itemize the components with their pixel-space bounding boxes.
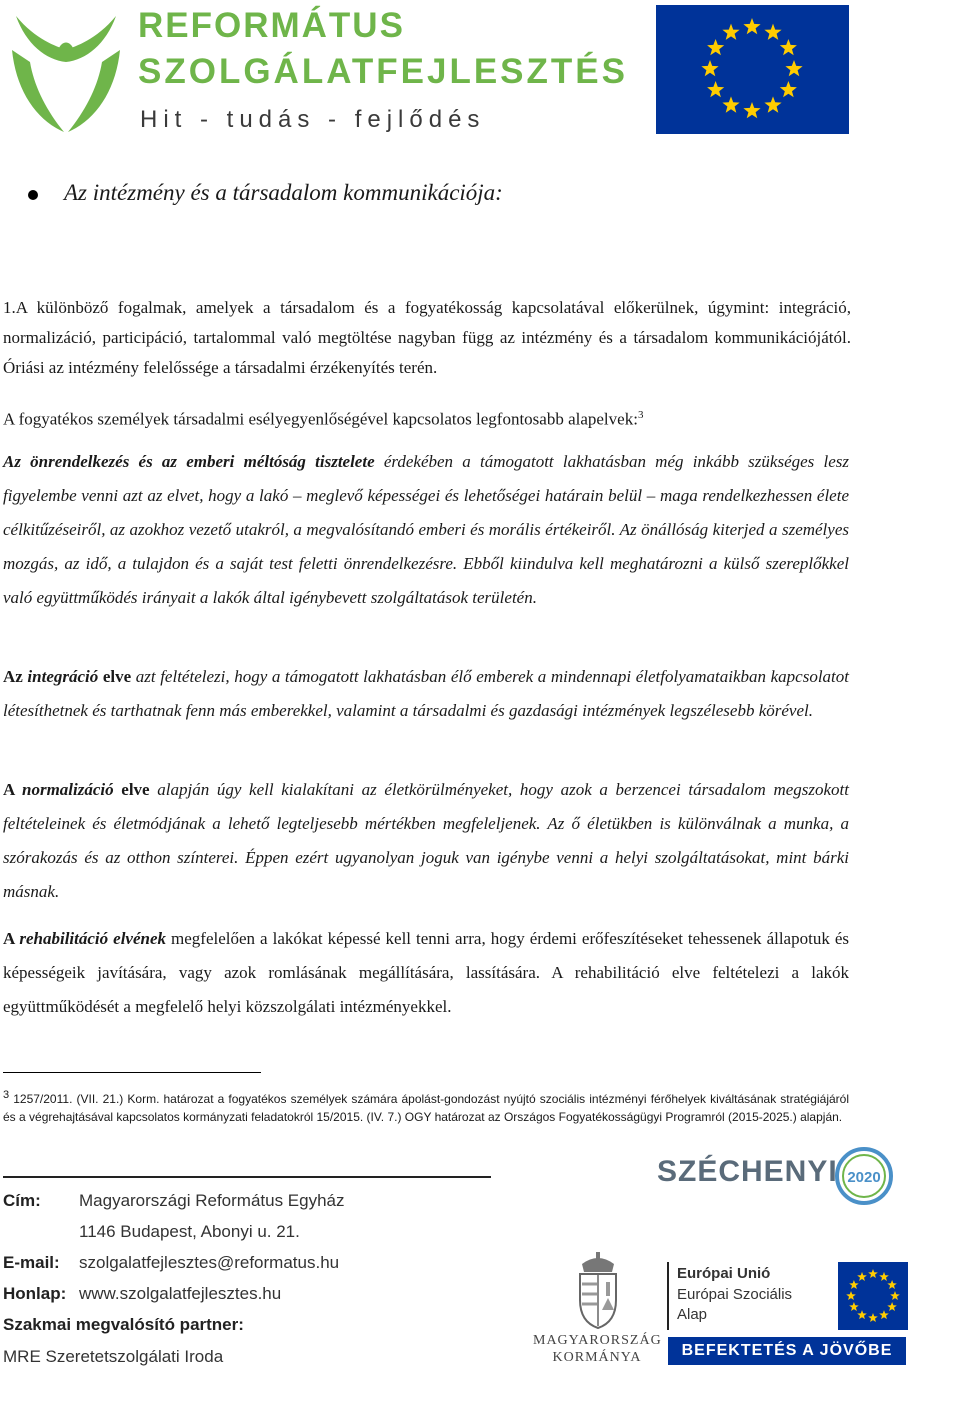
principle-self-determination	[3, 445, 849, 615]
email-label: E-mail:	[3, 1253, 60, 1272]
principle-text: azt feltételezi, hogy a támogatott lakhatásban élő emberek a mindennapi életfolyamataikban kapcsolatot létesíthetnek és tarthatnak fenn más emberekkel, valamint a társadalmi és gazdasági intézmények legszélesebb körével.	[3, 667, 850, 720]
principle-text: megfelelően a lakókat képessé kell tenni arra, hogy érdemi erőfeszítéseket tehessenek állapotuk és képességeik javítására, vagy azok romlásának megállítására, lassítására. A rehabilitáció elve feltételezi a lakók együttműködését a megfelelő helyi közszolgálati intézményekkel.	[3, 929, 849, 1016]
principle-title-suffix: elve	[113, 780, 150, 799]
szechenyi-logo-text: SZÉCHENYI	[657, 1155, 838, 1188]
eu-star-icon	[857, 1310, 867, 1319]
principle-title: Az önrendelkezés és az emberi méltóság tisztelete	[3, 452, 375, 471]
szechenyi-2020-logo-icon	[834, 1146, 894, 1206]
footnote-reference: 3	[637, 409, 644, 421]
footnote-divider	[3, 1072, 261, 1073]
eu-star-icon	[764, 96, 781, 112]
heading-text: Az intézmény és a társadalom kommunikációja:	[64, 180, 503, 205]
logo-title-line1: REFORMÁTUS	[138, 6, 405, 45]
hands-bird-logo-icon	[6, 10, 126, 134]
address-line1: Magyarországi Református Egyház	[79, 1191, 345, 1210]
eu-star-icon	[868, 1269, 878, 1278]
eu-star-icon	[707, 81, 724, 97]
eu-line1: Európai Unió	[677, 1265, 771, 1282]
eu-star-icon	[887, 1280, 897, 1289]
principle-title: rehabilitáció	[19, 929, 109, 948]
eu-star-icon	[743, 18, 760, 34]
eu-star-icon	[743, 102, 760, 118]
eu-star-icon	[849, 1280, 859, 1289]
reformatus-logo	[6, 6, 628, 136]
principle-integration	[3, 660, 849, 728]
eu-star-icon	[722, 96, 739, 112]
footnote-mark: 3	[3, 1089, 10, 1101]
partner-name: MRE Szeretetszolgálati Iroda	[3, 1347, 224, 1366]
eu-block-divider	[667, 1262, 669, 1330]
investment-banner: BEFEKTETÉS A JÖVŐBE	[668, 1337, 906, 1365]
address-line2: 1146 Budapest, Abonyi u. 21.	[79, 1222, 300, 1241]
eu-star-icon	[780, 81, 797, 97]
eu-star-icon	[780, 39, 797, 55]
principles-intro	[3, 400, 851, 435]
eu-star-icon	[887, 1302, 897, 1311]
principle-text: érdekében a támogatott lakhatásban még inkább szükséges lesz figyelembe venni azt az elvet, hogy a lakó – meglevő képességei és lehetőségei határain belül – maga rendelkezhessen élete célkitűzéseiről, az azokhoz vezető utakról, a megvalósítandó emberi és morális értékeiről. Az önállóság kiterjed a személyes mozgás, az idő, a tulajdon és a saját test feletti önrendelkezésre. Ebből kiindulva kell meghatározni a külső szereplőkkel való együttműködés irányait a lakók által igénybevett szolgáltatások területén.	[3, 452, 849, 607]
government-logo-text	[533, 1332, 661, 1366]
eu-flag-small-icon	[838, 1262, 908, 1330]
szechenyi-year: 2020	[847, 1169, 881, 1186]
web-label: Honlap:	[3, 1284, 67, 1303]
eu-line2: Európai Szociális	[677, 1286, 793, 1303]
footnote	[3, 1086, 849, 1126]
website-link[interactable]: www.szolgalatfejlesztes.hu	[79, 1284, 282, 1303]
principle-title-suffix: elvének	[108, 929, 167, 948]
gov-line1: MAGYARORSZÁG	[533, 1333, 662, 1348]
eu-star-icon	[846, 1291, 856, 1300]
eu-star-icon	[857, 1272, 867, 1281]
section-heading	[28, 180, 503, 206]
eu-star-icon	[785, 60, 802, 76]
eu-star-icon	[879, 1310, 889, 1319]
principle-text: alapján úgy kell kialakítani az életkörülményeket, hogy azok a berzencei társadalom megszokott feltételeinek és életmódjának a lehető legteljesebb mértékben megfeleljenek. Az ő életükben is különválnak a munka, a szórakozás és az otthon színterei. Éppen ezért ugyanolyan joguk van igénybe venni a helyi szolgáltatásokat, mint bárki másnak.	[3, 780, 849, 901]
eu-star-icon	[701, 60, 718, 76]
principles-intro-text: A fogyatékos személyek társadalmi esélyegyenlőségével kapcsolatos legfontosabb alapelvek:	[3, 409, 638, 429]
eu-star-icon	[707, 39, 724, 55]
address-label: Cím:	[3, 1191, 41, 1210]
principle-title-prefix: Az	[3, 667, 28, 686]
principle-title: integráció	[27, 667, 99, 686]
eu-star-icon	[722, 24, 739, 40]
principle-normalization	[3, 773, 849, 909]
eu-flag-icon	[656, 5, 849, 134]
principle-title-prefix: A	[3, 929, 20, 948]
eu-star-icon	[890, 1291, 900, 1300]
eu-star-icon	[868, 1313, 878, 1322]
eu-star-icon	[879, 1272, 889, 1281]
bullet-icon	[28, 190, 38, 200]
intro-paragraph: 1.A különböző fogalmak, amelyek a társadalom és a fogyatékosság kapcsolatával előkerülnek, úgymint: integráció, normalizáció, participáció, tartalommal való megtöltése nagyban függ az intézmény és a társadalom kommunikációjától. Óriási az intézmény felelőssége a társadalmi érzékenyítés terén.	[3, 298, 851, 377]
contact-divider	[3, 1176, 491, 1178]
eu-line3: Alap	[677, 1306, 708, 1323]
gov-line2: KORMÁNYA	[552, 1350, 642, 1365]
principle-title-prefix: A	[3, 780, 22, 799]
footnote-text: 1257/2011. (VII. 21.) Korm. határozat a fogyatékos személyek számára ápolást-gondozást nyújtó szociális intézményi férőhelyek kiváltásának stratégiájáról és a végrehajtásával kapcsolatos kormányzati feladatokról 15/2015. (IV. 7.) OGY határozat az Országos Fogyatékosságügyi Programról (2015-2025.) alapján.	[3, 1092, 849, 1124]
hungarian-coat-of-arms-icon	[566, 1250, 630, 1330]
principle-title: normalizáció	[22, 780, 114, 799]
logo-title-line2: SZOLGÁLATFEJLESZTÉS	[138, 52, 628, 91]
eu-star-icon	[764, 24, 781, 40]
principle-rehabilitation	[3, 922, 849, 1024]
partner-label: Szakmai megvalósító partner:	[3, 1315, 244, 1334]
email-link[interactable]: szolgalatfejlesztes@reformatus.hu	[79, 1253, 340, 1272]
principle-title-suffix: elve	[98, 667, 132, 686]
logo-tagline: Hit - tudás - fejlődés	[140, 106, 486, 133]
eu-star-icon	[849, 1302, 859, 1311]
